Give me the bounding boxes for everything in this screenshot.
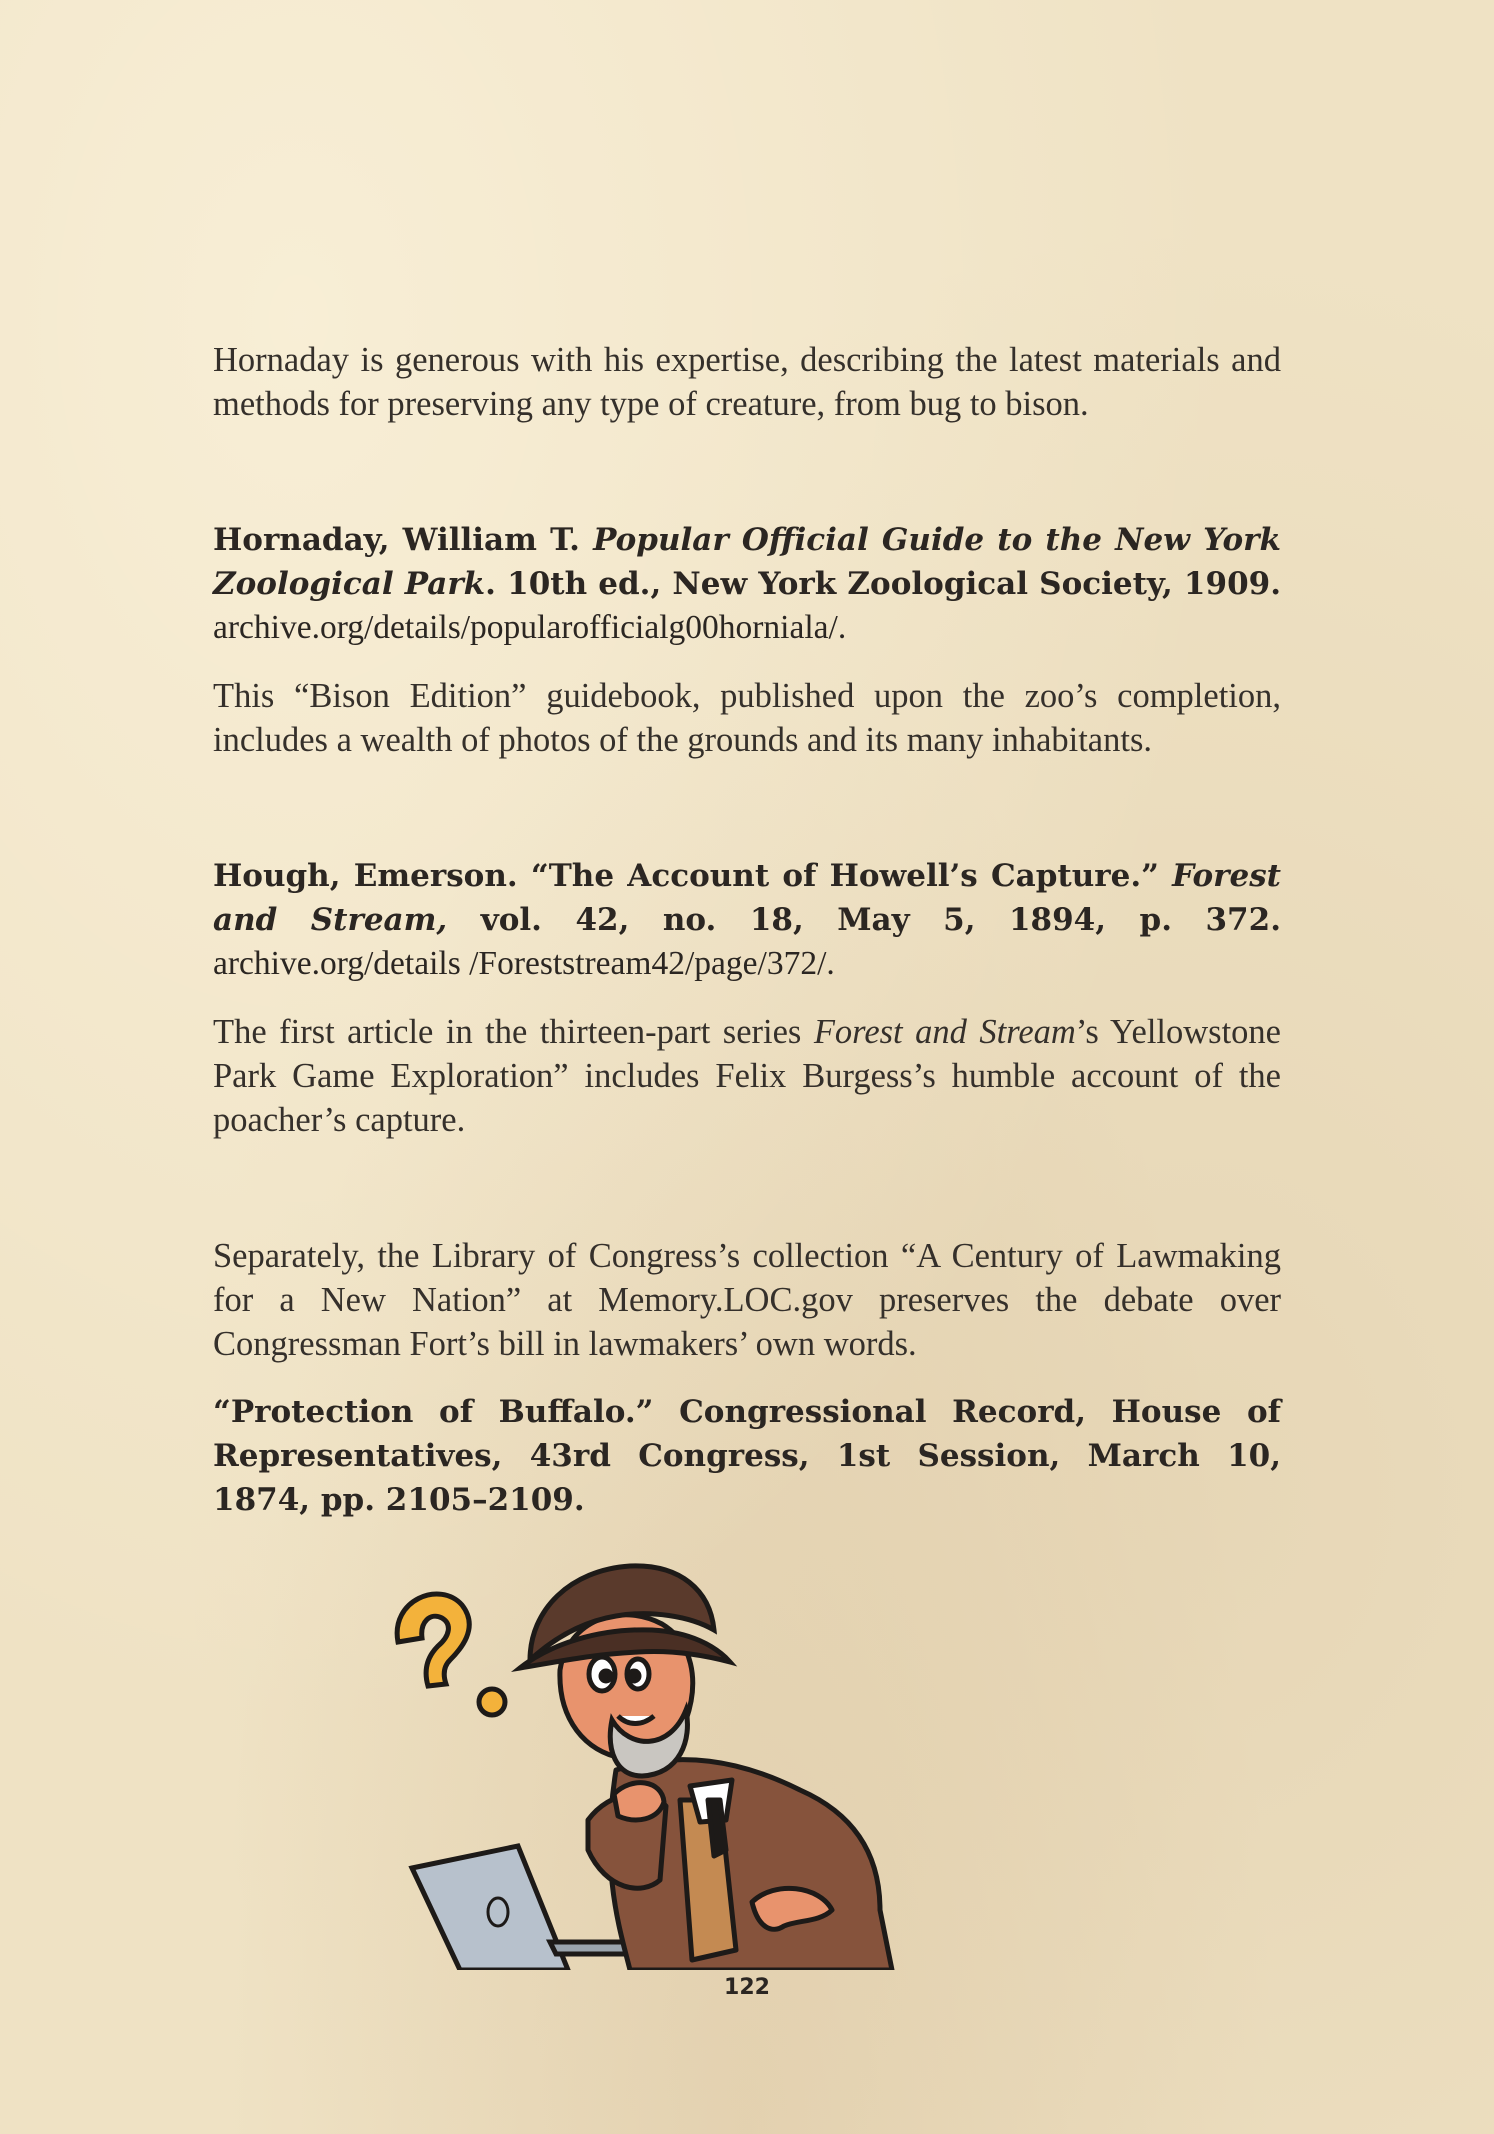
- citation-protection-of-buffalo: “Protection of Buffalo.” Congressional Record, House of Representatives, 43rd Congress, 1st Session, March 10, 1874, pp. 2105–2109.: [213, 1394, 1281, 1518]
- annotation-text: ’s Yellowstone Park Game Exploration” includes Felix Burgess’s humble account of the poacher’s capture.: [213, 1013, 1281, 1139]
- annotation-hornaday-taxidermy: Hornaday is generous with his expertise, describing the latest materials and methods for preserving any type of creature, from bug to bison.: [213, 341, 1281, 423]
- annotation-library-of-congress: Separately, the Library of Congress’s collection “A Century of Lawmaking for a New Nation” at Memory.LOC.gov preserves the debate over Congressman Fort’s bill in lawmakers’ own words.: [213, 1237, 1281, 1363]
- citation-url[interactable]: archive.org/details/popularofficialg00horniala/.: [213, 609, 847, 646]
- annotation-forest-and-stream: [213, 1010, 1281, 1142]
- citation-hornaday-guide: [213, 518, 1281, 650]
- annotation-title: Forest and Stream: [813, 1013, 1076, 1051]
- citation-hough-account: [213, 854, 1281, 986]
- citation-title: Popular Official Guide to the New York Zoological Park: [213, 522, 1281, 602]
- citation-details: vol. 42, no. 18, May 5, 1894, p. 372.: [447, 902, 1281, 938]
- question-mark-icon: [397, 1594, 505, 1715]
- citation-author: Hough, Emerson. “The Account of Howell’s Capture.”: [213, 858, 1173, 894]
- page-number: 122: [724, 1975, 770, 2000]
- citation-author: Hornaday, William T.: [213, 522, 594, 558]
- annotation-text: The first article in the thirteen-part series: [213, 1013, 814, 1051]
- citation-url[interactable]: archive.org/details /Foreststream42/page/372/.: [213, 945, 835, 982]
- citation-title: Forest and Stream,: [213, 858, 1281, 938]
- man-head: [520, 1566, 730, 1776]
- man-at-laptop-illustration: [380, 1550, 1100, 1970]
- citation-details: . 10th ed., New York Zoological Society, 1909.: [485, 566, 1281, 602]
- bibliography-column: [213, 338, 1281, 1522]
- annotation-bison-edition: This “Bison Edition” guidebook, published upon the zoo’s completion, includes a wealth of photos of the grounds and its many inhabitants.: [213, 677, 1281, 759]
- man-figure: [588, 1760, 892, 1970]
